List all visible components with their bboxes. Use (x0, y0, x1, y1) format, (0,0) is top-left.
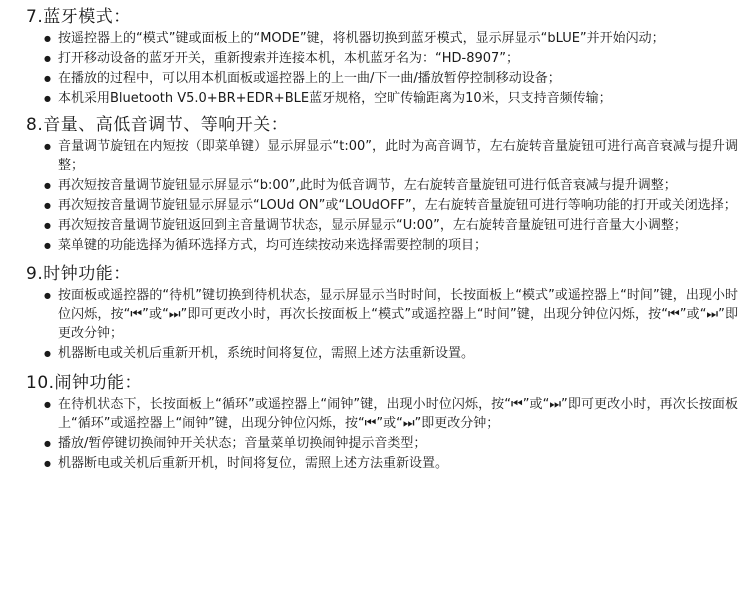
list-item: ● 打开移动设备的蓝牙开关，重新搜索并连接本机，本机蓝牙名为：“HD-8907”； (14, 49, 738, 68)
list-item: ● 按遥控器上的“模式”键或面板上的“MODE”键，将机器切换到蓝牙模式，显示屏显示“bLUE”并开始闪动； (14, 29, 738, 48)
list-item: ● 机器断电或关机后重新开机，时间将复位，需照上述方法重新设置。 (14, 454, 738, 473)
section-heading: 9.时钟功能： (26, 264, 131, 284)
list-item: ● 再次短按音量调节旋钮显示屏显示“b:00”,此时为低音调节，左右旋转音量旋钮可进行低音衰减与提升调整； (14, 176, 738, 195)
list-item: ● 在播放的过程中，可以用本机面板或遥控器上的上一曲/下一曲/播放暂停控制移动设备； (14, 69, 738, 88)
section-spacer (14, 364, 738, 372)
section-heading: 7.蓝牙模式： (26, 7, 131, 27)
bullet-list (14, 137, 738, 255)
list-item: ● 菜单键的功能选择为循环选择方式，均可连续按动来选择需要控制的项目； (14, 236, 738, 255)
list-item: ● 机器断电或关机后重新开机，系统时间将复位，需照上述方法重新设置。 (14, 344, 738, 363)
list-item: ● 播放/暂停键切换闹钟开关状态；音量菜单切换闹钟提示音类型； (14, 434, 738, 453)
section-bluetooth-mode (14, 6, 738, 108)
section-heading: 10.闹钟功能： (26, 373, 143, 393)
list-item: ● 音量调节旋钮在内短按（即菜单键）显示屏显示“t:00”，此时为高音调节，左右旋转音量旋钮可进行高音衰减与提升调整； (14, 137, 738, 175)
bullet-list (14, 286, 738, 363)
list-item: ● 再次短按音量调节旋钮返回到主音量调节状态，显示屏显示“U:00”，左右旋转音量旋钮可进行音量大小调整； (14, 216, 738, 235)
section-heading: 8.音量、高低音调节、等响开关： (26, 115, 289, 135)
list-item: ● 再次短按音量调节旋钮显示屏显示“LOUd ON”或“LOUdOFF”，左右旋转音量旋钮可进行等响功能的打开或关闭选择； (14, 196, 738, 215)
section-alarm (14, 372, 738, 473)
list-item: ● 本机采用Bluetooth V5.0+BR+EDR+BLE蓝牙规格，空旷传输距离为10米，只支持音频传输； (14, 89, 738, 108)
list-item: ● 按面板或遥控器的“待机”键切换到待机状态，显示屏显示当时时间，长按面板上“模式”或遥控器上“时间”键，出现小时位闪烁，按“⏮”或“⏭”即可更改小时，再次长按面板上“模式”或遥控器上“时间”键，出现分钟位闪烁，按“⏮”或“⏭”即更改分钟； (14, 286, 738, 343)
section-volume-tone (14, 114, 738, 255)
section-clock (14, 263, 738, 363)
section-spacer (14, 256, 738, 263)
list-item: ● 在待机状态下，长按面板上“循环”或遥控器上“闹钟”键，出现小时位闪烁，按“⏮”或“⏭”即可更改小时，再次长按面板上“循环”或遥控器上“闹钟”键，出现分钟位闪烁，按“⏮”或“⏭”即更改分钟； (14, 395, 738, 433)
bullet-list (14, 395, 738, 473)
bullet-list (14, 29, 738, 108)
